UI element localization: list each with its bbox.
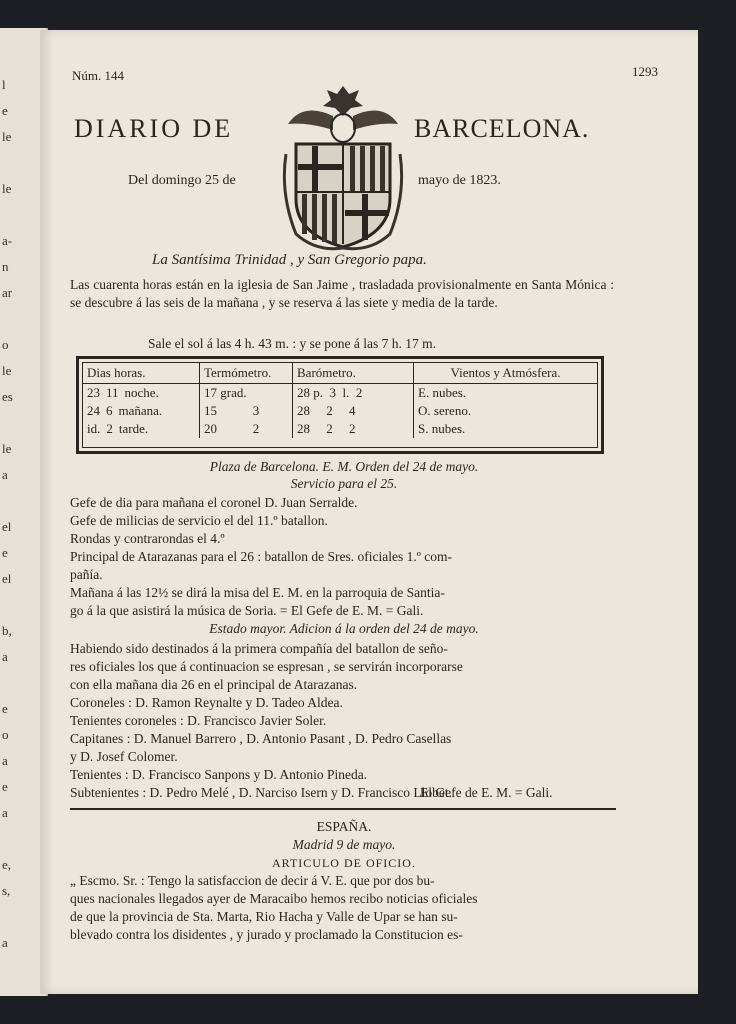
barometer-cell: 28 2 2	[293, 420, 414, 438]
order-line: Tenientes coroneles : D. Francisco Javier Soler.	[70, 713, 327, 728]
order-line: go á la que asistirá la música de Soria. = El Gefe de E. M. = Gali.	[70, 603, 424, 618]
order-line: y D. Josef Colomer.	[70, 749, 178, 764]
spain-heading: ESPAÑA.	[316, 819, 372, 834]
left-page-fragment: le	[2, 363, 12, 378]
thermometer-cell: 17 grad.	[200, 384, 293, 403]
left-page-fragment: e,	[2, 857, 12, 872]
barometer-cell: 28 2 4	[293, 402, 414, 420]
page-number: 1293	[632, 64, 658, 79]
article-line: ques nacionales llegados ayer de Maracaibo hemos recibo noticias oficiales	[70, 891, 478, 906]
col-days-hours: Dias horas.	[83, 363, 200, 384]
section-divider	[70, 808, 616, 810]
barcelona-coat-of-arms-icon	[278, 84, 408, 252]
left-page-fragment: ar	[2, 285, 13, 300]
left-page-fragment: n	[2, 259, 9, 274]
col-winds: Vientos y Atmósfera.	[414, 363, 598, 384]
cell-period: tarde.	[118, 421, 149, 436]
order-line: con ella mañana dia 26 en el principal de Atarazanas.	[70, 677, 358, 692]
left-page-fragment: es	[2, 389, 13, 404]
left-page-fragment: a	[2, 649, 8, 664]
issue-number: Núm. 144	[72, 68, 124, 83]
order-line: Rondas y contrarondas el 4.º	[70, 531, 225, 546]
day-hour-cell	[83, 420, 200, 438]
order-line: Tenientes : D. Francisco Sanpons y D. Antonio Pineda.	[70, 767, 368, 782]
left-page-fragment: le	[2, 181, 12, 196]
cell-period: noche.	[124, 385, 159, 400]
order-line: Subtenientes : D. Pedro Melé , D. Narciso Isern y D. Francisco Llobet.	[70, 785, 453, 800]
weather-table	[76, 356, 604, 454]
signature-line: El Gefe de E. M. = Gali.	[420, 785, 553, 800]
masthead-title-left: DIARIO DE	[74, 114, 234, 143]
masthead-title-right: BARCELONA.	[414, 114, 590, 143]
order-line: Gefe de milicias de servicio el del 11.º batallon.	[70, 513, 328, 528]
order-line: Coroneles : D. Ramon Reynalte y D. Tadeo Aldea.	[70, 695, 343, 710]
article-label: ARTICULO DE OFICIO.	[272, 856, 416, 870]
left-page-fragment: a	[2, 805, 8, 820]
estado-mayor-heading: Estado mayor. Adicion á la orden del 24 de mayo.	[209, 621, 479, 636]
newspaper-page	[40, 30, 698, 994]
order-line: Principal de Atarazanas para el 26 : batallon de Sres. oficiales 1.º com-	[70, 549, 453, 564]
thermometer-cell: 20 2	[200, 420, 293, 438]
thermometer-cell: 15 3	[200, 402, 293, 420]
article-line: „ Escmo. Sr. : Tengo la satisfaccion de decir á V. E. que por dos bu-	[70, 873, 435, 888]
plaza-subheading: Servicio para el 25.	[290, 476, 398, 491]
day-hour-cell	[83, 402, 200, 420]
plaza-heading: Plaza de Barcelona. E. M. Orden del 24 de mayo.	[209, 459, 479, 474]
cell-hour: 11	[106, 385, 119, 400]
cell-day: id.	[87, 421, 101, 436]
weather-row	[83, 384, 597, 403]
order-line: Gefe de dia para mañana el coronel D. Juan Serralde.	[70, 495, 358, 510]
left-page-fragment: le	[2, 129, 12, 144]
dateline-madrid: Madrid 9 de mayo.	[292, 837, 396, 852]
order-line: pañía.	[70, 567, 103, 582]
order-line: Capitanes : D. Manuel Barrero , D. Antonio Pasant , D. Pedro Casellas	[70, 731, 452, 746]
left-page-fragment: a-	[2, 233, 13, 248]
left-page-fragment: b,	[2, 623, 12, 638]
left-page-fragment: o	[2, 727, 9, 742]
left-page-fragment: e	[2, 701, 8, 716]
date-line-left: Del domingo 25 de	[128, 173, 236, 188]
wind-cell: E. nubes.	[414, 384, 598, 403]
date-line-right: mayo de 1823.	[418, 173, 501, 188]
order-line: res oficiales los que á continuacion se espresan , se servirán incorporarse	[70, 659, 463, 674]
wind-cell: S. nubes.	[414, 420, 598, 438]
left-page-fragment: e	[2, 545, 8, 560]
saints-of-the-day: La Santísima Trinidad , y San Gregorio papa.	[152, 252, 427, 268]
cell-day: 24	[87, 403, 100, 418]
left-page-fragment: l	[2, 77, 6, 92]
cell-period: mañana.	[118, 403, 163, 418]
left-page-fragment: e	[2, 779, 8, 794]
col-thermometer: Termómetro.	[200, 363, 293, 384]
left-page-fragment: a	[2, 467, 8, 482]
left-page-fragment: el	[2, 571, 12, 586]
left-page-fragment: el	[2, 519, 12, 534]
day-hour-cell	[83, 384, 200, 403]
left-page-fragment: o	[2, 337, 9, 352]
cell-hour: 6	[106, 403, 113, 418]
left-page-fragment: le	[2, 441, 12, 456]
left-page-fragment: s,	[2, 883, 11, 898]
sunrise-sunset: Sale el sol á las 4 h. 43 m. : y se pone á las 7 h. 17 m.	[148, 336, 436, 351]
cell-hour: 2	[106, 421, 113, 436]
weather-row	[83, 420, 597, 438]
left-page-fragment: e	[2, 103, 8, 118]
barometer-cell: 28 p. 3 l. 2	[293, 384, 414, 403]
cell-day: 23	[87, 385, 100, 400]
article-line: de que la provincia de Sta. Marta, Rio Hacha y Valle de Upar se han su-	[70, 909, 458, 924]
church-notice: Las cuarenta horas están en la iglesia de San Jaime , trasladada provisionalmente en Santa Mónica : se descubre á las seis de la mañana , y se reserva á las siete y media de la tarde.	[70, 277, 614, 310]
weather-row	[83, 402, 597, 420]
order-line: Mañana á las 12½ se dirá la misa del E. M. en la parroquia de Santia-	[70, 585, 445, 600]
left-page-fragment: a	[2, 935, 8, 950]
article-line: blevado contra los disidentes , y jurado y proclamado la Constitucion es-	[70, 927, 463, 942]
left-page-fragment: a	[2, 753, 8, 768]
order-line: Habiendo sido destinados á la primera compañía del batallon de seño-	[70, 641, 448, 656]
col-barometer: Barómetro.	[293, 363, 414, 384]
wind-cell: O. sereno.	[414, 402, 598, 420]
